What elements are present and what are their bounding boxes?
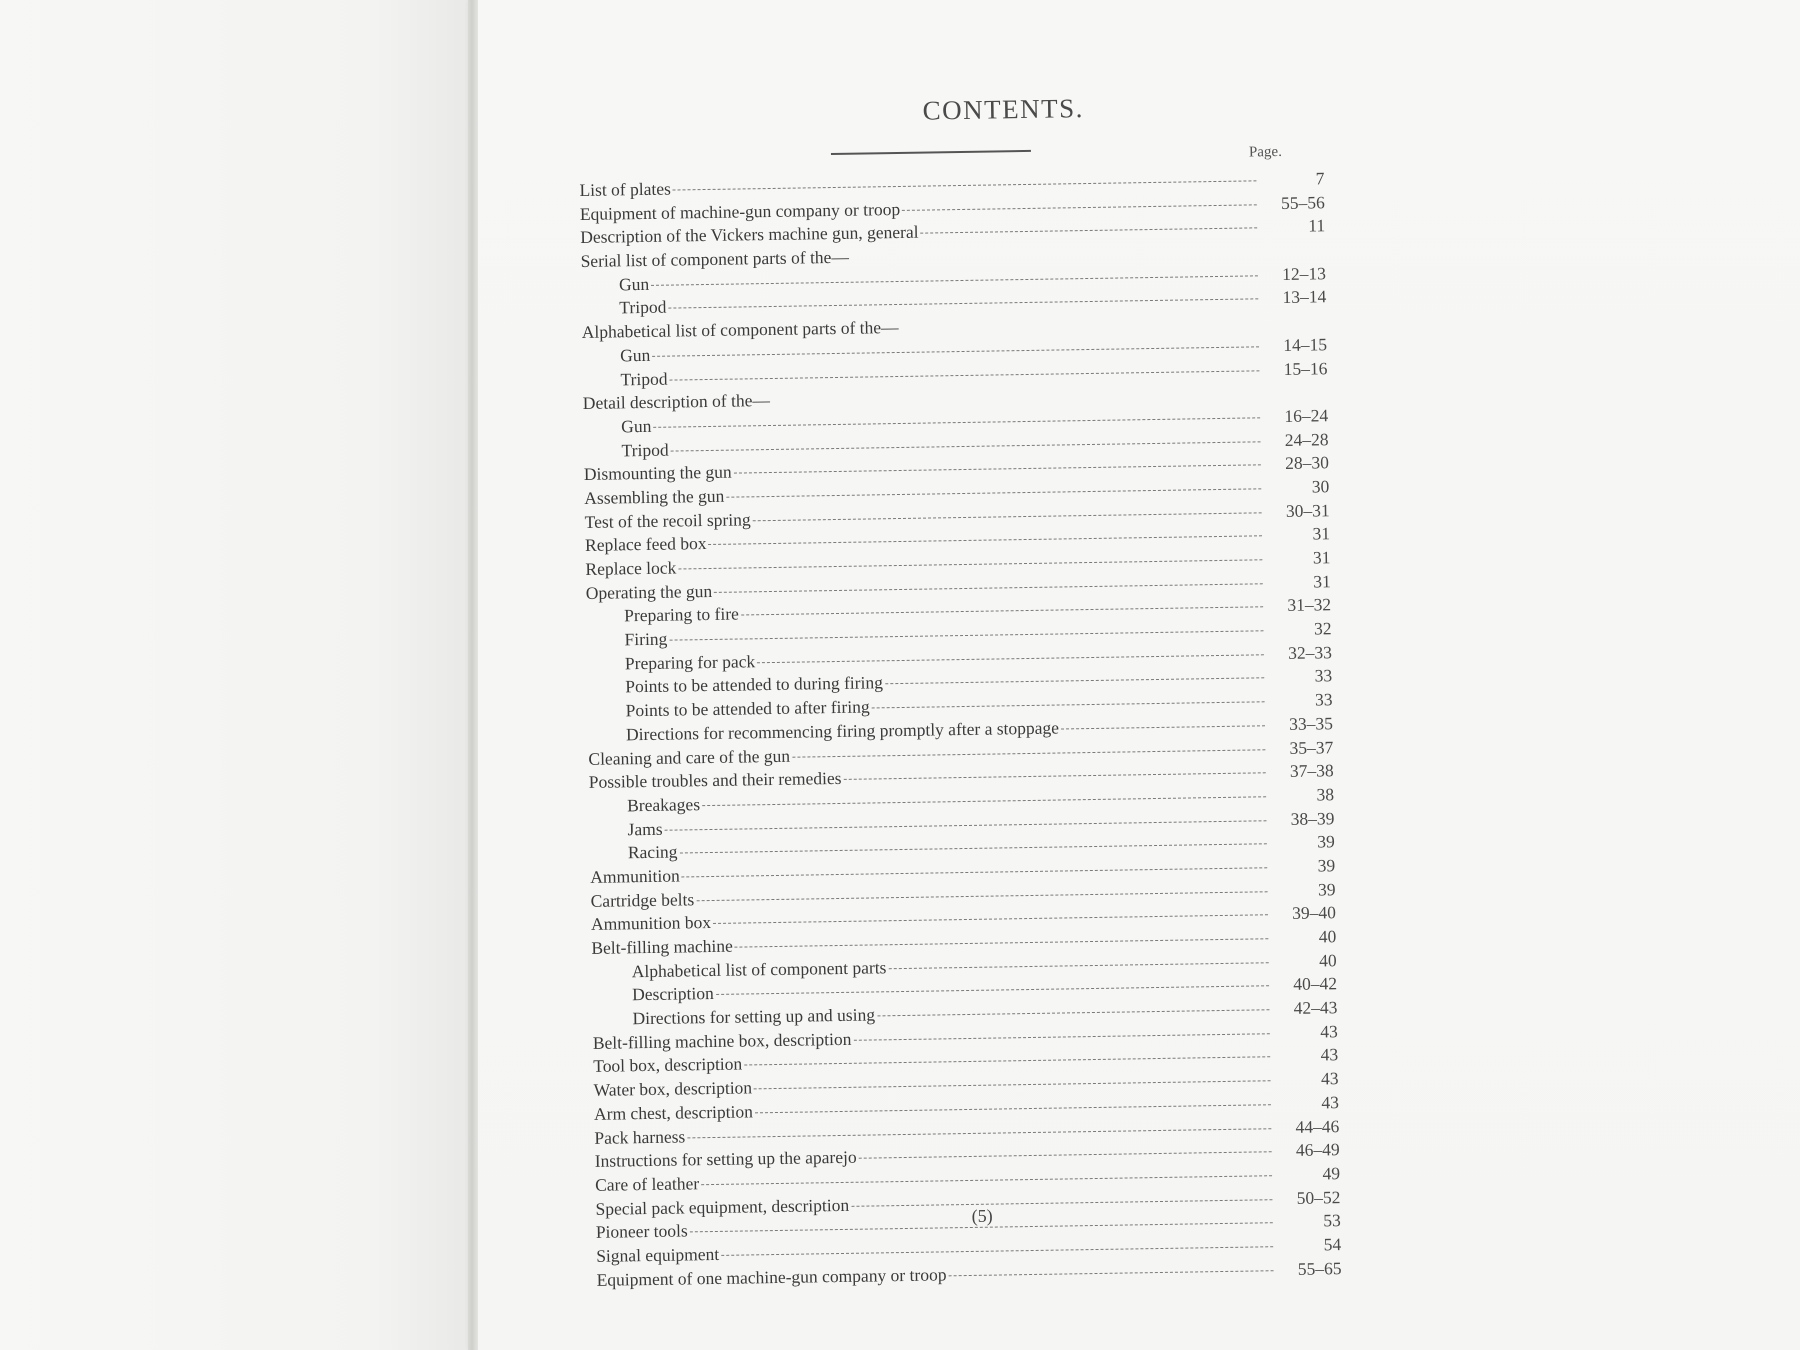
toc-entry-label: Preparing to fire bbox=[624, 603, 740, 626]
toc-entry-page: 55–65 bbox=[1297, 1257, 1342, 1279]
left-page-blank bbox=[0, 0, 470, 1350]
toc-entry-page: 32–33 bbox=[1287, 641, 1332, 663]
toc-entry-page: 53 bbox=[1323, 1210, 1341, 1231]
toc-entry-page: 42–43 bbox=[1293, 997, 1338, 1018]
toc-entry-label: Tool box, description bbox=[593, 1053, 743, 1077]
dot-leader bbox=[757, 654, 1264, 663]
toc-entry-label: Directions for recommencing firing promptly after a stoppage bbox=[625, 717, 1060, 745]
toc-entry-page: 44–46 bbox=[1295, 1115, 1340, 1137]
page-column-header: Page. bbox=[1248, 143, 1283, 161]
toc-entry-label: Arm chest, description bbox=[593, 1101, 754, 1124]
toc-entry-label: Detail description of the— bbox=[582, 390, 771, 414]
toc-entry-page: 24–28 bbox=[1284, 428, 1329, 450]
toc-entry-label: Belt-filling machine box, description bbox=[592, 1028, 852, 1053]
dot-leader bbox=[1061, 725, 1265, 729]
dot-leader bbox=[792, 749, 1265, 757]
dot-leader bbox=[653, 417, 1260, 428]
dot-leader bbox=[671, 441, 1261, 451]
dot-leader bbox=[948, 1270, 1273, 1276]
contents-list bbox=[579, 167, 1341, 1292]
toc-entry-label: Test of the recoil spring bbox=[584, 508, 751, 532]
dot-leader bbox=[716, 986, 1269, 996]
dot-leader bbox=[741, 607, 1263, 616]
dot-leader bbox=[687, 1128, 1271, 1138]
toc-entry-label: Care of leather bbox=[594, 1173, 700, 1195]
dot-leader bbox=[651, 275, 1258, 286]
dot-leader bbox=[885, 678, 1264, 685]
toc-entry-page: 33 bbox=[1314, 665, 1333, 686]
toc-entry-page: 39 bbox=[1317, 831, 1335, 852]
dot-leader bbox=[902, 204, 1257, 211]
toc-entry-label: Operating the gun bbox=[585, 580, 713, 603]
toc-entry-page: 12–13 bbox=[1281, 263, 1327, 284]
dot-leader bbox=[669, 370, 1259, 380]
toc-entry-label: Equipment of machine-gun company or troop bbox=[579, 198, 901, 224]
dot-leader bbox=[696, 891, 1267, 901]
toc-entry-label: Ammunition bbox=[590, 865, 680, 887]
dot-leader bbox=[668, 299, 1258, 309]
dot-leader bbox=[669, 630, 1263, 640]
toc-entry-label: Tripod bbox=[620, 368, 668, 389]
toc-entry-label: Pioneer tools bbox=[595, 1220, 688, 1243]
toc-entry-page: 30 bbox=[1311, 476, 1330, 497]
toc-entry-page: 33 bbox=[1314, 689, 1333, 710]
toc-entry-page: 31 bbox=[1313, 570, 1331, 592]
dot-leader bbox=[702, 796, 1266, 806]
toc-entry-label: Ammunition box bbox=[590, 912, 712, 935]
toc-entry-label: Serial list of component parts of the— bbox=[580, 246, 850, 272]
dot-leader bbox=[853, 1033, 1269, 1041]
toc-entry-page: 14–15 bbox=[1283, 334, 1328, 355]
dot-leader bbox=[755, 1104, 1271, 1113]
toc-entry-label: Tripod bbox=[621, 439, 669, 460]
toc-entry-page: 15–16 bbox=[1283, 357, 1328, 379]
toc-entry-page: 43 bbox=[1320, 1068, 1339, 1089]
book-gutter bbox=[468, 0, 478, 1350]
toc-entry-page: 31 bbox=[1312, 523, 1331, 544]
toc-entry-label: Points to be attended to during firing bbox=[625, 672, 884, 697]
toc-entry-label: Preparing for pack bbox=[624, 651, 756, 674]
toc-entry-page: 38 bbox=[1316, 784, 1335, 805]
toc-entry-page: 39 bbox=[1317, 878, 1336, 900]
toc-entry-page: 43 bbox=[1320, 1020, 1338, 1042]
toc-entry-label: Cleaning and care of the gun bbox=[588, 745, 791, 769]
toc-entry-page: 46–49 bbox=[1295, 1139, 1340, 1161]
dot-leader bbox=[682, 867, 1267, 877]
toc-entry-page: 38–39 bbox=[1290, 807, 1335, 829]
toc-entry-label: Instructions for setting up the aparejo bbox=[594, 1146, 857, 1172]
toc-entry-page: 39 bbox=[1317, 855, 1336, 876]
dot-leader bbox=[701, 1175, 1272, 1185]
toc-entry-page: 43 bbox=[1320, 1044, 1339, 1065]
toc-entry-page: 43 bbox=[1321, 1091, 1340, 1113]
dot-leader bbox=[735, 938, 1269, 947]
dot-leader bbox=[859, 1151, 1272, 1158]
toc-entry-page: 32 bbox=[1313, 618, 1332, 639]
dot-leader bbox=[921, 228, 1258, 234]
toc-entry-label: Water box, description bbox=[593, 1077, 753, 1101]
toc-entry-label: Belt-filling machine bbox=[591, 935, 733, 958]
toc-entry-page: 54 bbox=[1323, 1234, 1342, 1255]
toc-entry-page: 55–56 bbox=[1280, 191, 1325, 213]
dot-leader bbox=[851, 1199, 1272, 1207]
toc-entry-label: Description of the Vickers machine gun, general bbox=[580, 222, 919, 248]
dot-leader bbox=[652, 346, 1259, 357]
toc-entry-label: Breakages bbox=[627, 794, 701, 816]
toc-entry-label: Gun bbox=[618, 273, 650, 295]
toc-entry-label: Jams bbox=[627, 818, 663, 839]
toc-entry-page: 30–31 bbox=[1285, 499, 1330, 521]
dot-leader bbox=[673, 180, 1257, 190]
toc-entry-label: Replace feed box bbox=[584, 533, 707, 556]
dot-leader bbox=[844, 772, 1266, 780]
toc-entry-label: Pack harness bbox=[594, 1125, 686, 1148]
dot-leader bbox=[721, 1246, 1273, 1256]
toc-entry-label: Racing bbox=[627, 841, 678, 863]
toc-entry-label: Directions for setting up and using bbox=[632, 1004, 876, 1029]
toc-entry-page: 16–24 bbox=[1284, 405, 1329, 426]
toc-entry-page: 33–35 bbox=[1289, 713, 1334, 734]
dot-leader bbox=[872, 701, 1265, 708]
toc-entry-label: Replace lock bbox=[585, 557, 677, 579]
dot-leader bbox=[665, 820, 1267, 830]
dot-leader bbox=[709, 536, 1262, 546]
toc-entry-label: Assembling the gun bbox=[584, 485, 725, 508]
dot-leader bbox=[734, 465, 1261, 474]
toc-entry-label: Possible troubles and their remedies bbox=[588, 768, 842, 793]
toc-entry-label: Special pack equipment, description bbox=[595, 1194, 850, 1219]
dot-leader bbox=[726, 488, 1261, 497]
toc-entry-label: Gun bbox=[619, 344, 651, 366]
dot-leader bbox=[713, 915, 1268, 925]
toc-entry-page: 7 bbox=[1315, 168, 1325, 189]
dot-leader bbox=[888, 962, 1268, 969]
toc-entry-label: Cartridge belts bbox=[590, 888, 695, 911]
page-title: CONTENTS. bbox=[922, 93, 1085, 126]
toc-entry-label: List of plates bbox=[579, 178, 672, 200]
dot-leader bbox=[744, 1057, 1270, 1066]
dot-leader bbox=[679, 844, 1266, 854]
toc-entry-page: 40–42 bbox=[1293, 973, 1338, 995]
toc-entry-label: Description bbox=[631, 983, 714, 1005]
toc-entry-label: Firing bbox=[624, 628, 668, 650]
toc-entry-label: Signal equipment bbox=[596, 1243, 720, 1266]
toc-entry-page: 28–30 bbox=[1284, 452, 1330, 474]
toc-entry-page: 11 bbox=[1308, 215, 1326, 236]
dot-leader bbox=[714, 583, 1263, 593]
toc-entry-page: 13–14 bbox=[1282, 286, 1327, 308]
toc-entry-page: 50–52 bbox=[1296, 1186, 1341, 1208]
toc-entry-label: Equipment of one machine-gun company or troop bbox=[596, 1263, 947, 1290]
toc-entry-page: 40 bbox=[1318, 926, 1337, 947]
toc-entry-page: 49 bbox=[1322, 1163, 1341, 1184]
toc-entry-page: 31 bbox=[1312, 547, 1331, 568]
toc-entry-page: 35–37 bbox=[1289, 736, 1334, 758]
page-number: (5) bbox=[971, 1205, 993, 1226]
toc-entry-page: 40 bbox=[1319, 949, 1337, 971]
toc-entry-label: Gun bbox=[621, 415, 652, 437]
dot-leader bbox=[877, 1009, 1269, 1016]
toc-entry-label: Tripod bbox=[619, 297, 667, 318]
toc-entry-label: Points to be attended to after firing bbox=[625, 696, 870, 721]
toc-entry-page: 31–32 bbox=[1287, 594, 1332, 616]
toc-entry-page: 37–38 bbox=[1289, 760, 1334, 782]
toc-entry-label: Dismounting the gun bbox=[583, 461, 732, 485]
toc-entry-page: 39–40 bbox=[1292, 902, 1337, 924]
dot-leader bbox=[753, 512, 1262, 521]
toc-entry-label: Alphabetical list of component parts bbox=[631, 956, 887, 981]
toc-entry-label: Alphabetical list of component parts of the— bbox=[581, 317, 899, 343]
dot-leader bbox=[678, 559, 1262, 569]
dot-leader bbox=[754, 1080, 1270, 1089]
